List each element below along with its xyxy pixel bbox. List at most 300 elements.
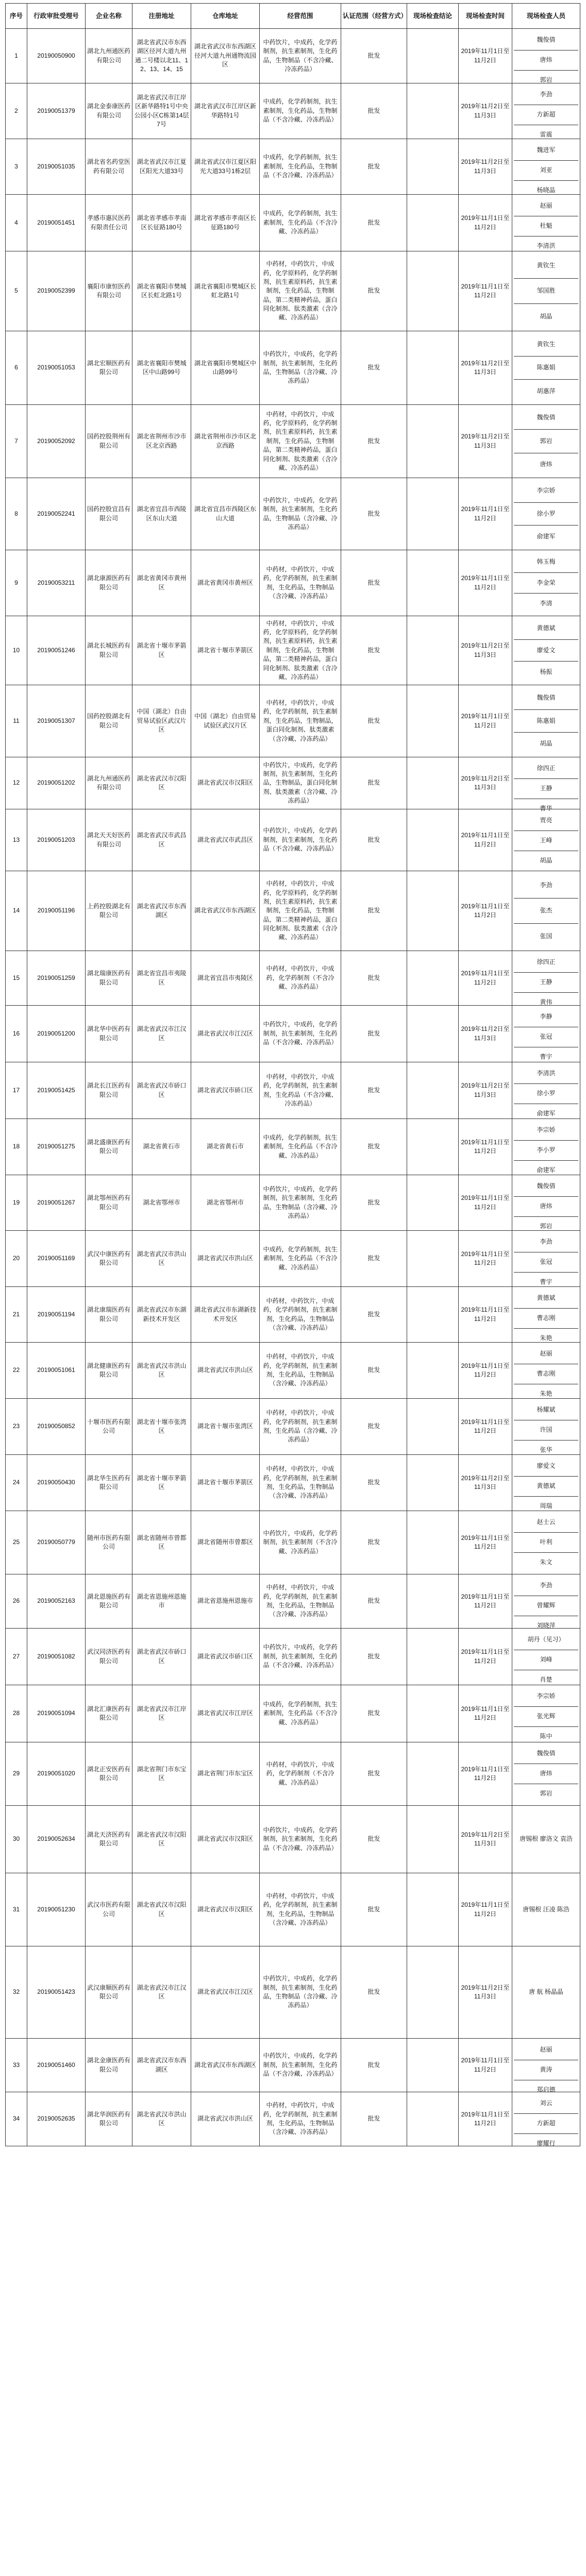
cell-name: 湖北长城医药有限公司 bbox=[86, 616, 132, 685]
inspector-name: 肖楚 bbox=[540, 1676, 552, 1684]
table-row bbox=[6, 195, 580, 251]
cell-cert: 批发 bbox=[341, 1742, 407, 1806]
table-row bbox=[6, 871, 580, 951]
cell-res bbox=[407, 195, 459, 251]
cell-cert: 批发 bbox=[341, 685, 407, 757]
cell-name: 随州市医药有限公司 bbox=[86, 1511, 132, 1574]
cell-res bbox=[407, 1629, 459, 1685]
cell-reg: 湖北省孝感市孝南区长征路180号 bbox=[132, 195, 191, 251]
cell-reg: 湖北省武汉市东西湖区 bbox=[132, 2039, 191, 2092]
cell-reg: 湖北省十堰市张湾区 bbox=[132, 1399, 191, 1455]
cell-acc: 20190051094 bbox=[27, 1685, 86, 1742]
inspector-name: 徐小罗 bbox=[514, 503, 578, 526]
cell-cert: 批发 bbox=[341, 757, 407, 809]
cell-wh: 湖北省十堰市张湾区 bbox=[191, 1399, 260, 1455]
cell-acc: 20190051423 bbox=[27, 1946, 86, 2039]
table-row bbox=[6, 685, 580, 757]
cell-reg: 中国（湖北）自由贸易试验区武汉片区 bbox=[132, 685, 191, 757]
cell-inspectors bbox=[512, 1685, 580, 1742]
cell-acc: 20190052241 bbox=[27, 478, 86, 550]
cell-name: 十堰市医药有限公司 bbox=[86, 1399, 132, 1455]
cell-scope: 中药材，中药饮片，中成药，化学药制剂，抗生素制剂，生化药品，生物制品（含冷藏、冷冻药品） bbox=[260, 1343, 341, 1399]
cell-date: 2019年11月1日至11月2日 bbox=[459, 1231, 512, 1287]
inspector-name: 唐炜 bbox=[514, 1764, 578, 1784]
cell-inspectors bbox=[512, 29, 580, 83]
cell-acc: 20190051202 bbox=[27, 757, 86, 809]
cell-inspectors bbox=[512, 1399, 580, 1455]
cell-acc: 20190050852 bbox=[27, 1399, 86, 1455]
table-row bbox=[6, 757, 580, 809]
cell-name: 湖北天天好医药有限公司 bbox=[86, 809, 132, 871]
cell-date: 2019年11月1日至11月2日 bbox=[459, 1287, 512, 1343]
inspector-name: 王静 bbox=[514, 779, 578, 799]
cell-scope: 中药材，中药饮片，中成药，化学原料药，化学药制剂，抗生素原料药，抗生素制剂，生化药品，生物制品，第二类精神药品，蛋白同化制剂、肽类激素（含冷藏、冷冻药品） bbox=[260, 616, 341, 685]
cell-name: 湖北华润医药有限公司 bbox=[86, 2092, 132, 2146]
cell-no: 5 bbox=[6, 251, 27, 331]
inspector-name: 郭岩 bbox=[540, 1790, 552, 1798]
cell-inspectors bbox=[512, 1742, 580, 1806]
inspector-name: 方新超 bbox=[514, 105, 578, 125]
inspector-name: 黄钦生 bbox=[514, 333, 578, 357]
cell-scope: 中药饮片，中成药，化学药制剂，抗生素制剂，生化药品，生物制品（含冷藏、冷冻药品） bbox=[260, 478, 341, 550]
cell-scope: 中药饮片，中成药，化学药制剂，抗生素制剂，生化药品（不含冷藏、冷冻药品） bbox=[260, 1629, 341, 1685]
cell-res bbox=[407, 331, 459, 405]
cell-wh: 湖北省鄂州市 bbox=[191, 1175, 260, 1231]
cell-no: 6 bbox=[6, 331, 27, 405]
cell-reg: 湖北省宜昌市西陵区东山大道 bbox=[132, 478, 191, 550]
table-row bbox=[6, 1455, 580, 1511]
cell-reg: 湖北省黄石市 bbox=[132, 1119, 191, 1175]
cell-acc: 20190051379 bbox=[27, 83, 86, 139]
cell-inspectors bbox=[512, 757, 580, 812]
cell-cert: 批发 bbox=[341, 1287, 407, 1343]
cell-date: 2019年11月2日至11月3日 bbox=[459, 1006, 512, 1062]
cell-acc: 20190052092 bbox=[27, 405, 86, 478]
cell-date: 2019年11月1日至11月2日 bbox=[459, 550, 512, 616]
inspector-name: 唐 航 杨晶晶 bbox=[529, 1988, 563, 1996]
cell-res bbox=[407, 1873, 459, 1946]
cell-scope: 中成药，化学药制剂，抗生素制剂，生化药品（不含冷藏、冷冻药品） bbox=[260, 195, 341, 251]
inspector-name: 廖耀行 bbox=[537, 2140, 556, 2147]
cell-name: 武汉同济医药有限公司 bbox=[86, 1629, 132, 1685]
inspector-name: 廖爱文 bbox=[514, 640, 578, 662]
cell-date: 2019年11月1日至11月2日 bbox=[459, 871, 512, 951]
cell-cert: 批发 bbox=[341, 1455, 407, 1511]
cell-no: 22 bbox=[6, 1343, 27, 1399]
cell-wh: 湖北省武汉市东西湖区径河大道九州通物流园区 bbox=[191, 29, 260, 83]
inspector-name: 魏进军 bbox=[514, 141, 578, 161]
table-row bbox=[6, 1574, 580, 1629]
cell-inspectors bbox=[512, 1806, 580, 1873]
inspector-name: 陈惠娟 bbox=[514, 710, 578, 733]
cell-acc: 20190051203 bbox=[27, 809, 86, 871]
cell-res bbox=[407, 951, 459, 1006]
table-row bbox=[6, 29, 580, 83]
cell-wh: 湖北省黄石市 bbox=[191, 1119, 260, 1175]
cell-scope: 中药饮片，中成药，化学药制剂，抗生素制剂，生化药品（不含冷藏、冷冻药品） bbox=[260, 1006, 341, 1062]
inspector-name: 曹志刚 bbox=[514, 1309, 578, 1329]
inspector-name: 李清 bbox=[540, 600, 552, 607]
cell-no: 7 bbox=[6, 405, 27, 478]
cell-no: 24 bbox=[6, 1455, 27, 1511]
cell-res bbox=[407, 1287, 459, 1343]
cell-no: 11 bbox=[6, 685, 27, 757]
cell-acc: 20190051200 bbox=[27, 1006, 86, 1062]
cell-cert: 批发 bbox=[341, 1629, 407, 1685]
table-row bbox=[6, 1006, 580, 1062]
cell-wh: 湖北省武汉市江汉区 bbox=[191, 1946, 260, 2039]
cell-cert: 批发 bbox=[341, 331, 407, 405]
cell-date: 2019年11月1日至11月2日 bbox=[459, 478, 512, 550]
inspector-name: 胡晶 bbox=[540, 857, 552, 865]
cell-inspectors bbox=[512, 331, 580, 405]
cell-scope: 中药材，中药饮片，中成药，化学原料药，化学药制剂，抗生素原料药，抗生素制剂，生化药品，生物制品，第二类精神药品，蛋白同化制剂、肽类激素（含冷藏、冷冻药品） bbox=[260, 405, 341, 478]
cell-acc: 20190051053 bbox=[27, 331, 86, 405]
table-row bbox=[6, 2039, 580, 2092]
cell-name: 孝感市惠民医药有限责任公司 bbox=[86, 195, 132, 251]
cell-acc: 20190052634 bbox=[27, 1806, 86, 1873]
cell-name: 湖北盛康医药有限公司 bbox=[86, 1119, 132, 1175]
table-row bbox=[6, 83, 580, 139]
cell-no: 30 bbox=[6, 1806, 27, 1873]
cell-no: 1 bbox=[6, 29, 27, 83]
cell-scope: 中药材，中药饮片，中成药，化学药制剂（不含冷藏、冷冻药品） bbox=[260, 1742, 341, 1806]
table-row bbox=[6, 616, 580, 685]
cell-reg: 湖北省武汉市江夏区阳光大道33号 bbox=[132, 139, 191, 195]
cell-scope: 中药材，中药饮片，中成药，化学药制剂，抗生素制剂，生化药品，生物制品，蛋白同化制剂、肽类激素（含冷藏、冷冻药品） bbox=[260, 685, 341, 757]
cell-date: 2019年11月1日至11月2日 bbox=[459, 1399, 512, 1455]
cell-inspectors bbox=[512, 1343, 580, 1399]
cell-res bbox=[407, 1574, 459, 1629]
cell-acc: 20190051082 bbox=[27, 1629, 86, 1685]
cell-no: 33 bbox=[6, 2039, 27, 2092]
cell-inspectors bbox=[512, 1574, 580, 1629]
cell-wh: 湖北省十堰市茅箭区 bbox=[191, 1455, 260, 1511]
cell-res bbox=[407, 1399, 459, 1455]
cell-date: 2019年11月1日至11月2日 bbox=[459, 1119, 512, 1175]
cell-inspectors bbox=[512, 1175, 580, 1231]
inspector-name: 郭岩 bbox=[540, 76, 552, 84]
inspector-name: 黄德斌 bbox=[514, 618, 578, 640]
cell-name: 国药控股荆州有限公司 bbox=[86, 405, 132, 478]
cell-scope: 中药材，中药饮片，中成药，化学药制剂（不含冷藏、冷冻药品） bbox=[260, 951, 341, 1006]
cell-reg: 湖北省武汉市武昌区 bbox=[132, 809, 191, 871]
cell-wh: 湖北省宜昌市夷陵区 bbox=[191, 951, 260, 1006]
table-row bbox=[6, 1629, 580, 1685]
cell-reg: 湖北省武汉市东西湖区 bbox=[132, 871, 191, 951]
cell-res bbox=[407, 1343, 459, 1399]
inspector-name: 魏俊倩 bbox=[514, 406, 578, 430]
table-body bbox=[6, 29, 580, 2146]
inspector-name: 李劲 bbox=[514, 873, 578, 899]
cell-scope: 中药材，中药饮片，中成药，化学药制剂，抗生素制剂，生化药品（含冷藏、冷冻药品） bbox=[260, 1399, 341, 1455]
cell-date: 2019年11月1日至11月2日 bbox=[459, 685, 512, 757]
inspector-name: 张杰 bbox=[514, 899, 578, 924]
cell-wh: 湖北省荆州市沙市区北京西路 bbox=[191, 405, 260, 478]
cell-scope: 中药饮片，中成药，化学药制剂，抗生素制剂，生化药品，生物制品，蛋白同化制剂、肽类激素（含冷藏、冷冻药品） bbox=[260, 757, 341, 809]
cell-reg: 湖北省武汉市洪山区 bbox=[132, 1343, 191, 1399]
cell-acc: 20190051246 bbox=[27, 616, 86, 685]
cell-res bbox=[407, 1231, 459, 1287]
inspector-name: 杜魁 bbox=[514, 216, 578, 236]
cell-wh: 湖北省武汉市汉阳区 bbox=[191, 757, 260, 809]
cell-no: 16 bbox=[6, 1006, 27, 1062]
table-row bbox=[6, 1399, 580, 1455]
cell-no: 14 bbox=[6, 871, 27, 951]
cell-scope: 中药材，中药饮片，中成药，化学药制剂，抗生素制剂，生化药品，生物制品（含冷藏、冷冻药品） bbox=[260, 550, 341, 616]
inspector-name: 赵士云 bbox=[514, 1513, 578, 1533]
cell-date: 2019年11月2日至11月3日 bbox=[459, 83, 512, 139]
inspector-name: 张光辉 bbox=[514, 1707, 578, 1727]
inspector-name: 黄涛 bbox=[514, 2060, 578, 2080]
cell-inspectors bbox=[512, 2039, 580, 2092]
cell-no: 9 bbox=[6, 550, 27, 616]
cell-inspectors bbox=[512, 1455, 580, 1511]
cell-no: 17 bbox=[6, 1062, 27, 1119]
cell-date: 2019年11月1日至11月2日 bbox=[459, 1685, 512, 1742]
cell-wh: 湖北省武汉市江岸区新华路特1号 bbox=[191, 83, 260, 139]
cell-inspectors bbox=[512, 139, 580, 195]
inspector-name: 赵丽 bbox=[514, 2040, 578, 2060]
cell-inspectors bbox=[512, 871, 580, 951]
inspector-name: 魏俊倩 bbox=[514, 30, 578, 50]
cell-wh: 湖北省宜昌市西陵区东山大道 bbox=[191, 478, 260, 550]
cell-wh: 湖北省十堰市茅箭区 bbox=[191, 616, 260, 685]
inspector-name: 朱艳 bbox=[540, 1390, 552, 1398]
document-page bbox=[5, 3, 580, 2146]
inspector-name: 李宗娇 bbox=[514, 1687, 578, 1707]
cell-res bbox=[407, 685, 459, 757]
cell-name: 湖北九州通医药有限公司 bbox=[86, 757, 132, 809]
cell-wh: 湖北省孝感市孝南区长征路180号 bbox=[191, 195, 260, 251]
inspector-name: 唐炜 bbox=[514, 1197, 578, 1217]
cell-scope: 中药饮片，中成药，化学药制剂，抗生素制剂，生化药品（不含冷藏、冷冻药品） bbox=[260, 1806, 341, 1873]
cell-wh: 湖北省武汉市汉阳区 bbox=[191, 1806, 260, 1873]
inspector-name: 李劲 bbox=[514, 1576, 578, 1596]
cell-acc: 20190051275 bbox=[27, 1119, 86, 1175]
inspector-name: 徐小罗 bbox=[514, 1084, 578, 1104]
inspector-name: 徐四正 bbox=[514, 953, 578, 973]
cell-date: 2019年11月2日至11月3日 bbox=[459, 757, 512, 809]
cell-wh: 湖北省武汉市硚口区 bbox=[191, 1629, 260, 1685]
cell-cert: 批发 bbox=[341, 1119, 407, 1175]
cell-no: 4 bbox=[6, 195, 27, 251]
cell-cert: 批发 bbox=[341, 1062, 407, 1119]
cell-reg: 湖北省武汉市硚口区 bbox=[132, 1629, 191, 1685]
cell-name: 襄阳市康恒医药有限公司 bbox=[86, 251, 132, 331]
cell-cert: 批发 bbox=[341, 1685, 407, 1742]
cell-inspectors bbox=[512, 478, 580, 550]
cell-res bbox=[407, 757, 459, 809]
cell-name: 上药控股湖北有限公司 bbox=[86, 871, 132, 951]
cell-inspectors bbox=[512, 1873, 580, 1946]
cell-date: 2019年11月1日至11月2日 bbox=[459, 29, 512, 83]
inspector-name: 李静 bbox=[514, 1007, 578, 1027]
cell-scope: 中成药，化学药制剂，抗生素制剂，生化药品（不含冷藏、冷冻药品） bbox=[260, 1119, 341, 1175]
cell-reg: 湖北省鄂州市 bbox=[132, 1175, 191, 1231]
cell-wh: 湖北省恩施州恩施市 bbox=[191, 1574, 260, 1629]
inspector-name: 胡惠萍 bbox=[537, 387, 556, 395]
cell-wh: 湖北省武汉市洪山区 bbox=[191, 2092, 260, 2146]
inspector-name: 朱文 bbox=[540, 1558, 552, 1566]
inspector-name: 张冠 bbox=[514, 1252, 578, 1273]
inspector-name: 贾亮 bbox=[514, 811, 578, 831]
cell-cert: 批发 bbox=[341, 2092, 407, 2146]
cell-name: 湖北宏顺医药有限公司 bbox=[86, 331, 132, 405]
cell-inspectors bbox=[512, 550, 580, 616]
table-row bbox=[6, 1343, 580, 1399]
inspector-name: 唐炜 bbox=[540, 461, 552, 468]
inspector-name: 李宗娇 bbox=[514, 1121, 578, 1141]
cell-inspectors bbox=[512, 1946, 580, 2039]
cell-cert: 批发 bbox=[341, 29, 407, 83]
cell-name: 湖北鄂州医药有限公司 bbox=[86, 1175, 132, 1231]
cell-cert: 批发 bbox=[341, 951, 407, 1006]
column-header: 仓库地址 bbox=[191, 4, 260, 29]
cell-reg: 湖北省荆门市东宝区 bbox=[132, 1742, 191, 1806]
cell-res bbox=[407, 251, 459, 331]
cell-name: 湖北华中医药有限公司 bbox=[86, 1006, 132, 1062]
cell-no: 27 bbox=[6, 1629, 27, 1685]
cell-res bbox=[407, 1175, 459, 1231]
cell-wh: 湖北省武汉市江岸区 bbox=[191, 1685, 260, 1742]
inspector-name: 陈中 bbox=[540, 1733, 552, 1740]
cell-date: 2019年11月2日至11月3日 bbox=[459, 405, 512, 478]
table-row bbox=[6, 331, 580, 405]
column-header: 现场检查时间 bbox=[459, 4, 512, 29]
cell-scope: 中药材，中药饮片，中成药，化学药制剂，抗生素制剂，生化药品，生物制品（含冷藏、冷冻药品） bbox=[260, 1873, 341, 1946]
cell-reg: 湖北省恩施州恩施市 bbox=[132, 1574, 191, 1629]
column-header: 认证范围（经营方式） bbox=[341, 4, 407, 29]
column-header: 企业名称 bbox=[86, 4, 132, 29]
cell-wh: 湖北省黄冈市黄州区 bbox=[191, 550, 260, 616]
cell-no: 19 bbox=[6, 1175, 27, 1231]
cell-acc: 20190050900 bbox=[27, 29, 86, 83]
cell-wh: 湖北省武汉市东湖新技术开发区 bbox=[191, 1287, 260, 1343]
inspector-name: 杨晓晶 bbox=[537, 187, 556, 194]
cell-res bbox=[407, 1806, 459, 1873]
table-row bbox=[6, 1175, 580, 1231]
cell-scope: 中药材，中药饮片，中成药，化学原料药，化学药制剂，抗生素原料药，抗生素制剂，生化药品，生物制品，第二类精神药品，蛋白同化制剂、肽类激素（含冷藏、冷冻药品） bbox=[260, 871, 341, 951]
cell-no: 10 bbox=[6, 616, 27, 685]
inspector-name: 黄德斌 bbox=[514, 1477, 578, 1497]
cell-scope: 中药材，中药饮片，中成药，化学药制剂，抗生素制剂，生化药品，生物制品（含冷藏、冷冻药品） bbox=[260, 1287, 341, 1343]
inspector-name: 李劲 bbox=[514, 85, 578, 105]
cell-no: 32 bbox=[6, 1946, 27, 2039]
cell-name: 湖北华生医药有限公司 bbox=[86, 1455, 132, 1511]
cell-wh: 中国（湖北）自由贸易试验区武汉片区 bbox=[191, 685, 260, 757]
inspector-name: 黄伟 bbox=[540, 998, 552, 1006]
table-row bbox=[6, 139, 580, 195]
cell-no: 8 bbox=[6, 478, 27, 550]
cell-reg: 湖北省宜昌市夷陵区 bbox=[132, 951, 191, 1006]
cell-date: 2019年11月2日至11月3日 bbox=[459, 139, 512, 195]
cell-scope: 中药材，中药饮片，中成药，化学药制剂，抗生素制剂，生化药品，生物制品（含冷藏、冷冻药品） bbox=[260, 1455, 341, 1511]
cell-no: 25 bbox=[6, 1511, 27, 1574]
cell-res bbox=[407, 405, 459, 478]
column-header: 注册地址 bbox=[132, 4, 191, 29]
cell-reg: 湖北省武汉市江岸区新华路特1号中央公园小区C栋第14层7号 bbox=[132, 83, 191, 139]
table-row bbox=[6, 1062, 580, 1119]
inspector-name: 李清洪 bbox=[537, 242, 556, 250]
cell-inspectors bbox=[512, 685, 580, 757]
column-header: 行政审批受理号 bbox=[27, 4, 86, 29]
cell-reg: 湖北省襄阳市樊城区中山路99号 bbox=[132, 331, 191, 405]
cell-scope: 中药饮片，中成药，化学药制剂，抗生素制剂（不含冷藏、冷冻药品） bbox=[260, 1511, 341, 1574]
cell-res bbox=[407, 139, 459, 195]
cell-cert: 批发 bbox=[341, 1175, 407, 1231]
cell-cert: 批发 bbox=[341, 478, 407, 550]
cell-res bbox=[407, 1946, 459, 2039]
cell-inspectors bbox=[512, 1006, 580, 1062]
inspector-name: 曹宇 bbox=[540, 1053, 552, 1061]
cell-name: 武汉市医药有限公司 bbox=[86, 1873, 132, 1946]
cell-cert: 批发 bbox=[341, 1946, 407, 2039]
cell-inspectors bbox=[512, 809, 580, 871]
cell-cert: 批发 bbox=[341, 251, 407, 331]
cell-no: 26 bbox=[6, 1574, 27, 1629]
cell-acc: 20190051194 bbox=[27, 1287, 86, 1343]
cell-res bbox=[407, 1511, 459, 1574]
inspector-name: 俞建军 bbox=[537, 1110, 556, 1117]
cell-scope: 中药材，中药饮片，中成药，化学药制剂，抗生素制剂，生化药品，生物制品（含冷藏、冷冻药品） bbox=[260, 2092, 341, 2146]
cell-name: 湖北康源医药有限公司 bbox=[86, 550, 132, 616]
table-header-row bbox=[6, 4, 580, 29]
cell-reg: 湖北省武汉市硚口区 bbox=[132, 1062, 191, 1119]
cell-name: 湖北正安医药有限公司 bbox=[86, 1742, 132, 1806]
cell-reg: 湖北省十堰市茅箭区 bbox=[132, 616, 191, 685]
cell-no: 20 bbox=[6, 1231, 27, 1287]
inspector-name: 雷震 bbox=[540, 131, 552, 139]
inspector-name: 黄德斌 bbox=[514, 1289, 578, 1309]
cell-name: 湖北天济医药有限公司 bbox=[86, 1806, 132, 1873]
cell-wh: 湖北省荆门市东宝区 bbox=[191, 1742, 260, 1806]
cell-acc: 20190051035 bbox=[27, 139, 86, 195]
cell-no: 21 bbox=[6, 1287, 27, 1343]
cell-no: 13 bbox=[6, 809, 27, 871]
cell-inspectors bbox=[512, 83, 580, 139]
cell-name: 湖北金泰康医药有限公司 bbox=[86, 83, 132, 139]
cell-no: 18 bbox=[6, 1119, 27, 1175]
inspection-results-table bbox=[5, 3, 580, 2146]
inspector-name: 徐四正 bbox=[514, 759, 578, 779]
cell-cert: 批发 bbox=[341, 550, 407, 616]
inspector-name: 朱艳 bbox=[540, 1334, 552, 1342]
cell-scope: 中药饮片，中成药，化学药制剂，抗生素制剂，生化药品，生物制品（含冷藏、冷冻药品） bbox=[260, 1175, 341, 1231]
cell-date: 2019年11月1日至11月2日 bbox=[459, 251, 512, 331]
inspector-name: 李小罗 bbox=[514, 1141, 578, 1161]
cell-cert: 批发 bbox=[341, 1006, 407, 1062]
cell-reg: 湖北省武汉市江岸区 bbox=[132, 1685, 191, 1742]
inspector-name: 李宗娇 bbox=[514, 480, 578, 503]
cell-date: 2019年11月1日至11月2日 bbox=[459, 1742, 512, 1806]
cell-wh: 湖北省武汉市汉阳区 bbox=[191, 1873, 260, 1946]
cell-res bbox=[407, 29, 459, 83]
cell-date: 2019年11月2日至11月3日 bbox=[459, 331, 512, 405]
table-row bbox=[6, 809, 580, 871]
inspector-name: 曹宇 bbox=[540, 1278, 552, 1286]
inspector-name: 李劲 bbox=[514, 1232, 578, 1252]
cell-res bbox=[407, 616, 459, 685]
column-header: 现场检查人员 bbox=[512, 4, 580, 29]
cell-scope: 中成药，化学药制剂，抗生素制剂，生化药品（不含冷藏、冷冻药品） bbox=[260, 1231, 341, 1287]
cell-cert: 批发 bbox=[341, 1343, 407, 1399]
cell-acc: 20190051169 bbox=[27, 1231, 86, 1287]
cell-date: 2019年11月1日至11月2日 bbox=[459, 1629, 512, 1685]
cell-res bbox=[407, 83, 459, 139]
cell-acc: 20190051425 bbox=[27, 1062, 86, 1119]
cell-date: 2019年11月1日至11月2日 bbox=[459, 1343, 512, 1399]
